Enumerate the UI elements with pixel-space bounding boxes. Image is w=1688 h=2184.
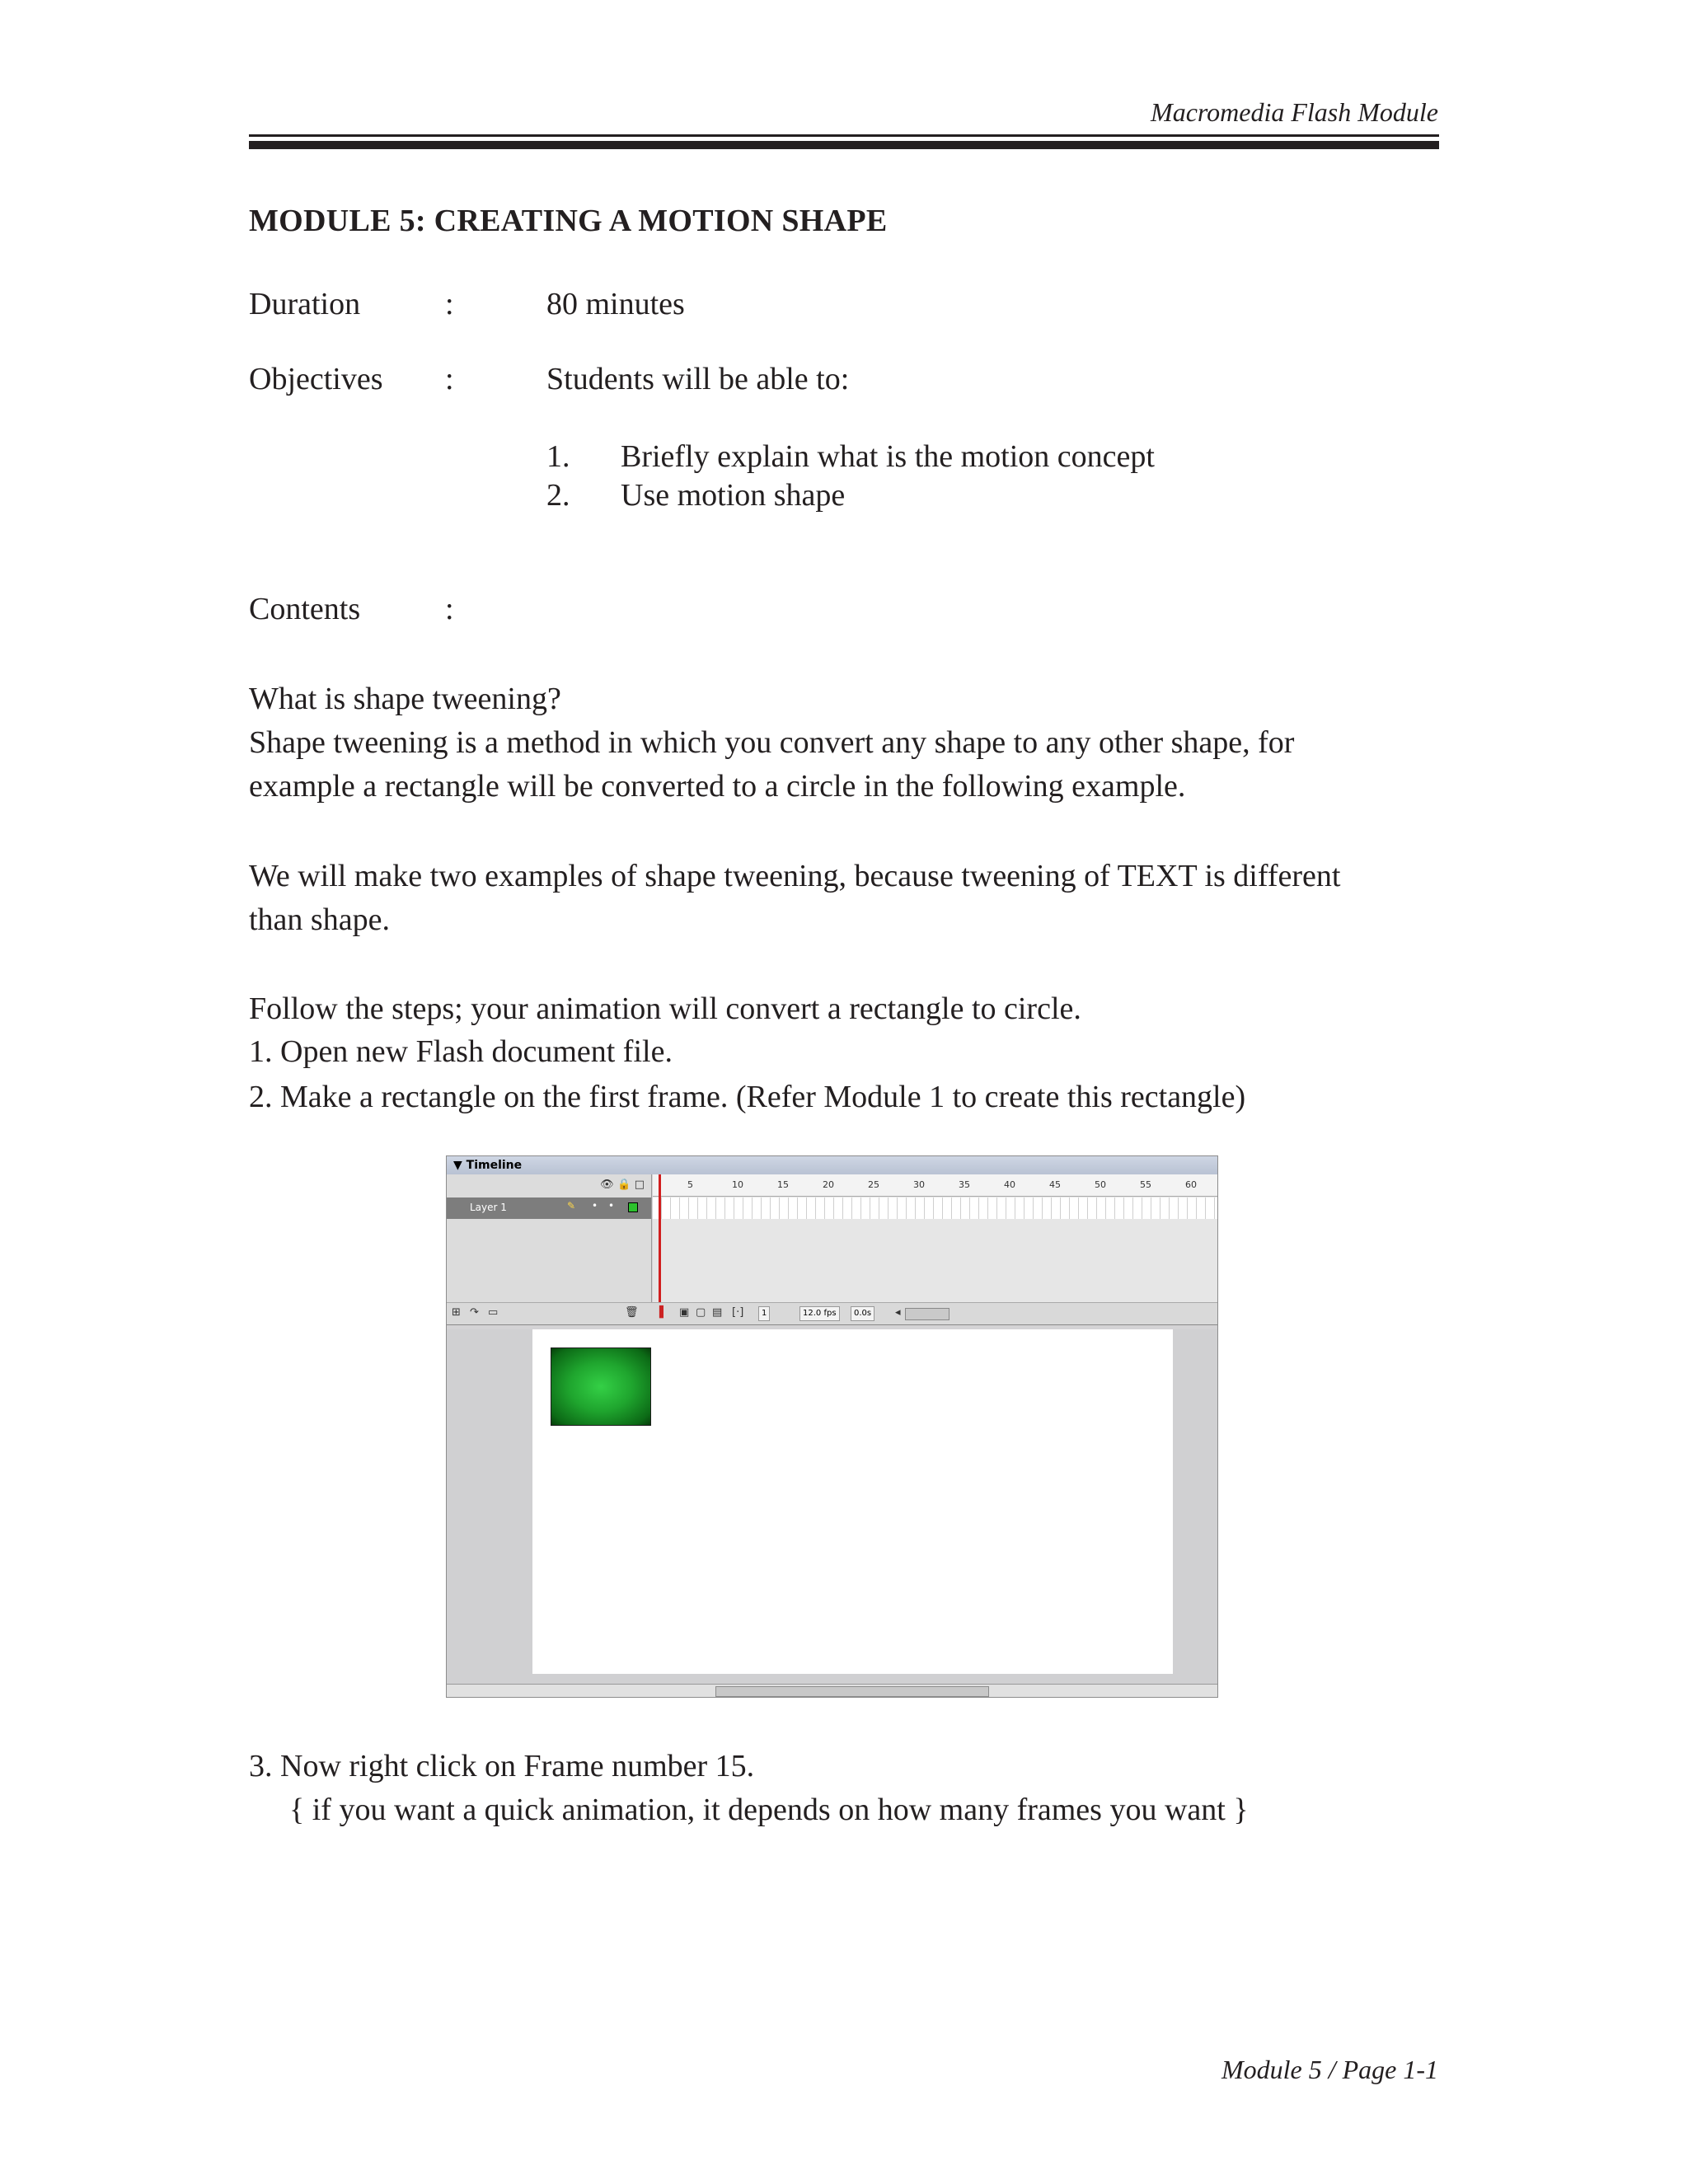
layer-panel	[447, 1174, 652, 1310]
ruler-tick: 55	[1140, 1179, 1151, 1190]
objective-text: Briefly explain what is the motion concept	[621, 439, 1155, 474]
steps-intro: Follow the steps; your animation will convert a rectangle to circle.	[249, 991, 1081, 1026]
duration-value: 80 minutes	[546, 287, 685, 321]
flash-timeline-screenshot	[446, 1155, 1218, 1698]
ruler-tick: 10	[732, 1179, 743, 1190]
lock-dot-icon: •	[608, 1200, 615, 1212]
duration-colon: :	[445, 287, 454, 321]
page-footer: Module 5 / Page 1-1	[1221, 2055, 1438, 2084]
objectives-intro: Students will be able to:	[546, 362, 850, 396]
ruler-tick: 25	[868, 1179, 879, 1190]
timeline-scrollbar	[905, 1308, 950, 1320]
running-header: Macromedia Flash Module	[1151, 97, 1438, 127]
step-item: 2. Make a rectangle on the first frame. (Refer Module 1 to create this rectangle)	[249, 1080, 1246, 1114]
ruler-tick: 35	[959, 1179, 970, 1190]
ruler-tick: 5	[687, 1179, 693, 1190]
header-rule-thin	[249, 134, 1439, 137]
objectives-label: Objectives	[249, 362, 383, 396]
objectives-colon: :	[445, 362, 454, 396]
paragraph-line: We will make two examples of shape tweening, because tweening of TEXT is different	[249, 859, 1341, 893]
objective-number: 1.	[546, 439, 570, 474]
onion-outline-icon: ▢	[696, 1306, 706, 1319]
edit-frames-icon: ▤	[712, 1306, 723, 1319]
elapsed-time-field: 0.0s	[851, 1306, 874, 1321]
trash-icon: 🗑	[625, 1306, 639, 1319]
stage	[532, 1329, 1173, 1674]
ruler-tick: 60	[1185, 1179, 1197, 1190]
folder-icon: ▭	[488, 1306, 499, 1319]
ruler-tick: 20	[823, 1179, 834, 1190]
timeline-status-bar	[447, 1302, 1217, 1325]
layer-color-swatch	[628, 1202, 638, 1212]
step-note: { if you want a quick animation, it depends on how many frames you want }	[289, 1793, 1249, 1827]
ruler-tick: 40	[1004, 1179, 1015, 1190]
pencil-icon: ✎	[567, 1200, 576, 1212]
frame-ruler	[653, 1174, 1217, 1197]
add-layer-icon: ⊞	[452, 1306, 461, 1319]
stage-horizontal-scrollbar	[447, 1684, 1217, 1698]
stage-area	[447, 1329, 1217, 1684]
duration-label: Duration	[249, 287, 361, 321]
paragraph-line: example a rectangle will be converted to a circle in the following example.	[249, 769, 1186, 804]
motion-guide-icon: ↷	[470, 1306, 479, 1319]
module-title: MODULE 5: CREATING A MOTION SHAPE	[249, 204, 888, 238]
contents-colon: :	[445, 592, 454, 626]
layer-row	[447, 1197, 651, 1219]
modify-markers-icon: [·]	[732, 1306, 744, 1319]
header-rule-thick	[249, 141, 1439, 149]
current-frame-field: 1	[758, 1306, 770, 1321]
step-item: 3. Now right click on Frame number 15.	[249, 1749, 755, 1783]
objective-text: Use motion shape	[621, 478, 846, 513]
objective-number: 2.	[546, 478, 570, 513]
ruler-tick: 50	[1095, 1179, 1106, 1190]
paragraph-line: than shape.	[249, 902, 390, 937]
frame-rate-field: 12.0 fps	[799, 1306, 840, 1321]
frames-panel	[653, 1174, 1217, 1310]
ruler-tick: 30	[913, 1179, 925, 1190]
outline-icon: □	[634, 1179, 645, 1191]
layer-header-icons	[600, 1178, 645, 1191]
lock-icon: 🔒	[617, 1179, 631, 1191]
timeline-label: ▼ Timeline	[453, 1159, 523, 1172]
scrollbar-thumb	[715, 1686, 989, 1697]
playhead	[659, 1174, 661, 1310]
question-heading: What is shape tweening?	[249, 682, 561, 716]
contents-label: Contents	[249, 592, 361, 626]
eye-icon: 👁	[600, 1179, 614, 1191]
layer-name: Layer 1	[470, 1202, 507, 1213]
frame-row	[653, 1197, 1217, 1219]
scroll-left-icon: ◂	[895, 1306, 901, 1319]
green-rectangle-shape	[551, 1347, 651, 1426]
visibility-dot-icon: •	[592, 1200, 598, 1212]
timeline-title-bar	[447, 1156, 1217, 1174]
ruler-tick: 45	[1049, 1179, 1061, 1190]
step-item: 1. Open new Flash document file.	[249, 1034, 673, 1069]
ruler-tick: 15	[777, 1179, 789, 1190]
paragraph-line: Shape tweening is a method in which you convert any shape to any other shape, for	[249, 725, 1295, 760]
onion-skin-icon: ▣	[679, 1306, 690, 1319]
center-frame-icon: ▌	[659, 1306, 668, 1319]
